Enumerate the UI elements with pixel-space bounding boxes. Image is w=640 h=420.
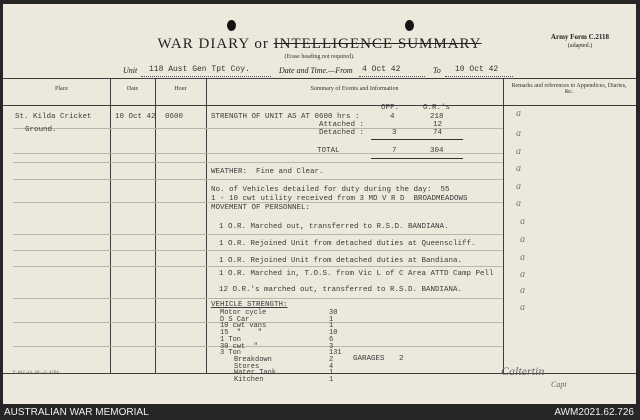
vehicle-type-label: D S Car bbox=[220, 315, 250, 324]
col-header-date: Date bbox=[126, 86, 139, 92]
archive-caption-left: AUSTRALIAN WAR MEMORIAL bbox=[4, 407, 149, 418]
date-time-label: Date and Time.—From bbox=[279, 66, 353, 75]
strength-total-off: 7 bbox=[392, 147, 397, 155]
remarks-initial-mark: a bbox=[516, 163, 521, 174]
strength-off-value: 4 bbox=[390, 113, 395, 121]
unit-label: Unit bbox=[123, 66, 138, 75]
remarks-initial-mark: a bbox=[516, 108, 521, 119]
strength-col-off: OFF. bbox=[381, 104, 400, 112]
unit-underline bbox=[141, 76, 271, 77]
strength-off-value: 3 bbox=[392, 129, 397, 137]
total-rule bbox=[371, 139, 463, 140]
utility-received-line: 1 - 10 cwt utility received from 3 MD V R D BROADMEADOWS bbox=[211, 195, 468, 203]
vehicle-count-value: 3 bbox=[329, 342, 334, 351]
vehicle-type-label: 30 cwt " bbox=[220, 342, 258, 351]
vehicle-count-value: 1 bbox=[329, 322, 334, 331]
place-line-1: St. Kilda Cricket bbox=[15, 113, 92, 121]
movement-entry: 12 O.R.'s marched out, transferred to R.S.D. BANDIANA. bbox=[219, 286, 463, 294]
strength-total-label: TOTAL bbox=[317, 147, 340, 155]
army-form-label bbox=[538, 33, 622, 51]
strength-row-label: Attached : bbox=[319, 121, 365, 129]
punch-hole bbox=[405, 20, 414, 31]
remarks-initial-mark: a bbox=[516, 198, 521, 209]
movement-entry: 1 O.R. Rejoined Unit from detached duties at Queenscliff. bbox=[219, 240, 476, 248]
col-divider bbox=[206, 78, 207, 374]
ruled-line bbox=[13, 298, 503, 299]
movement-heading: MOVEMENT OF PERSONNEL: bbox=[211, 204, 311, 212]
remarks-initial-mark: a bbox=[516, 146, 521, 157]
vehicle-count-value: 1 bbox=[329, 315, 334, 324]
vehicle-type-label: Water Tank bbox=[234, 369, 277, 378]
total-rule bbox=[371, 158, 463, 159]
table-top-rule bbox=[3, 78, 636, 79]
to-value: 10 Oct 42 bbox=[455, 65, 499, 74]
vehicle-type-label: Breakdown bbox=[234, 355, 272, 364]
vehicle-type-label: Kitchen bbox=[234, 376, 264, 384]
vehicle-type-label: Stores bbox=[234, 362, 260, 371]
remarks-initial-mark: a bbox=[520, 216, 525, 227]
punch-hole bbox=[227, 20, 236, 31]
col-divider bbox=[110, 78, 111, 374]
ruled-line bbox=[13, 179, 503, 180]
vehicle-count-value: 10 bbox=[329, 329, 338, 338]
remarks-initial-mark: a bbox=[516, 128, 521, 139]
print-code: P.847—11.10.—C.4704. bbox=[13, 371, 62, 375]
movement-entry: 1 O.R. Marched in, T.O.S. from Vic L of C Area ATTD Camp Pell bbox=[219, 270, 494, 278]
ruled-line bbox=[13, 266, 503, 267]
ruled-line bbox=[13, 346, 503, 347]
signature-rank: Capt bbox=[551, 380, 567, 389]
garages-value: 2 bbox=[399, 355, 404, 363]
vehicle-count-value: 4 bbox=[329, 362, 334, 371]
entry-date: 10 Oct 42 bbox=[115, 113, 156, 121]
unit-value: 118 Aust Gen Tpt Coy. bbox=[149, 65, 250, 74]
form-subtitle: (Erase heading not required). bbox=[284, 54, 355, 60]
vehicle-count-value: 6 bbox=[329, 335, 334, 344]
ruled-line bbox=[13, 250, 503, 251]
remarks-initial-mark: a bbox=[520, 285, 525, 296]
vehicle-count-value: 131 bbox=[329, 349, 342, 358]
remarks-initial-mark: a bbox=[516, 181, 521, 192]
vehicle-type-label: 3 Ton bbox=[220, 349, 242, 358]
to-label: To bbox=[433, 66, 441, 75]
table-header-rule bbox=[3, 105, 636, 106]
col-header-summary: Summary of Events and Information bbox=[310, 86, 399, 92]
title-struck: INTELLIGENCE SUMMARY bbox=[273, 36, 482, 52]
weather-line: WEATHER: Fine and Clear. bbox=[211, 168, 324, 176]
vehicle-type-label: 1 Ton bbox=[220, 335, 242, 344]
signature: Caltertin bbox=[501, 364, 545, 378]
remarks-initial-mark: a bbox=[520, 234, 525, 245]
from-value: 4 Oct 42 bbox=[362, 65, 401, 74]
strength-or-value: 12 bbox=[433, 121, 443, 129]
vehicle-count-value: 2 bbox=[329, 355, 334, 364]
vehicle-type-label: 10 cwt vans bbox=[220, 322, 267, 331]
col-header-hour: Hour bbox=[174, 86, 187, 92]
strength-total-or: 304 bbox=[430, 147, 444, 155]
title-main: WAR DIARY bbox=[157, 36, 250, 52]
archive-caption-right: AWM2021.62.726 bbox=[554, 407, 634, 418]
vehicle-count-value: 1 bbox=[329, 369, 334, 378]
strength-or-value: 74 bbox=[433, 129, 443, 137]
from-underline bbox=[359, 76, 425, 77]
movement-entry: 1 O.R. Marched out, transferred to R.S.D. BANDIANA. bbox=[219, 223, 449, 231]
col-divider bbox=[155, 78, 156, 374]
entry-hour: 0600 bbox=[165, 113, 184, 121]
title-or: or bbox=[254, 36, 269, 52]
vehicle-type-label: 15 " " bbox=[220, 329, 263, 338]
remarks-initial-mark: a bbox=[520, 252, 525, 263]
remarks-initial-mark: a bbox=[520, 269, 525, 280]
strength-heading: STRENGTH OF UNIT AS AT 0600 hrs : bbox=[211, 113, 360, 121]
remarks-initial-mark: a bbox=[520, 302, 525, 313]
movement-entry: 1 O.R. Rejoined Unit from detached duties at Bandiana. bbox=[219, 257, 463, 265]
strength-or-value: 218 bbox=[430, 113, 444, 121]
vehicle-count-value: 30 bbox=[329, 309, 338, 317]
ruled-line bbox=[13, 128, 503, 129]
vehicles-detailed-line: No. of Vehicles detailed for duty during the day: 55 bbox=[211, 186, 450, 194]
col-divider bbox=[503, 78, 504, 374]
ruled-line bbox=[13, 162, 503, 163]
strength-row-label: Detached : bbox=[319, 129, 365, 137]
ruled-line bbox=[13, 234, 503, 235]
garages-label: GARAGES bbox=[353, 355, 385, 363]
vehicle-count-value: 1 bbox=[329, 376, 334, 384]
army-form-number: Army Form C.2118 bbox=[550, 33, 610, 41]
col-header-place: Place bbox=[55, 86, 68, 92]
army-form-sub: (adapted.) bbox=[567, 43, 593, 49]
to-underline bbox=[445, 76, 513, 77]
strength-col-or: O.R.'s bbox=[423, 104, 451, 112]
place-line-2: Ground. bbox=[25, 126, 57, 134]
vehicle-strength-heading: VEHICLE STRENGTH: bbox=[211, 301, 288, 309]
vehicle-type-label: Motor cycle bbox=[220, 309, 267, 317]
col-header-remarks: Remarks and references to Appendices, Diaries, &c. bbox=[511, 83, 627, 95]
war-diary-sheet bbox=[3, 4, 636, 404]
